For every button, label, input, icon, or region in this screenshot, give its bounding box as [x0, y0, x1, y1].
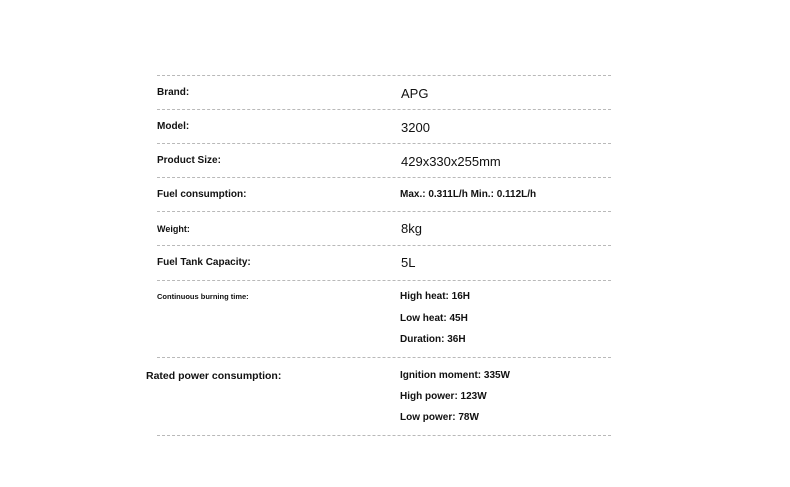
product-size-value: 429x330x255mm: [401, 154, 501, 169]
row-divider: [157, 143, 611, 144]
low-heat-value: Low heat: 45H: [400, 313, 468, 324]
row-divider: [157, 109, 611, 110]
model-label: Model:: [157, 121, 190, 132]
weight-label: Weight:: [157, 224, 190, 234]
model-value: 3200: [401, 120, 430, 135]
row-divider: [157, 357, 611, 358]
low-power-value: Low power: 78W: [400, 412, 479, 423]
row-divider: [157, 211, 611, 212]
fuel-consumption-label: Fuel consumption:: [157, 189, 247, 200]
fuel-consumption-value: Max.: 0.311L/h Min.: 0.112L/h: [400, 189, 537, 200]
brand-value: APG: [401, 86, 429, 101]
row-divider: [157, 280, 611, 281]
weight-value: 8kg: [401, 221, 422, 236]
row-divider: [157, 75, 611, 76]
row-divider: [157, 245, 611, 246]
rated-power-consumption-label: Rated power consumption:: [146, 370, 282, 382]
high-power-value: High power: 123W: [400, 391, 487, 402]
duration-value: Duration: 36H: [400, 334, 466, 345]
row-divider: [157, 177, 611, 178]
fuel-tank-capacity-value: 5L: [401, 255, 416, 270]
high-heat-value: High heat: 16H: [400, 291, 471, 302]
continuous-burning-time-label: Continuous burning time:: [157, 292, 249, 301]
brand-label: Brand:: [157, 87, 190, 98]
row-divider: [157, 435, 611, 436]
ignition-moment-value: Ignition moment: 335W: [400, 370, 510, 381]
fuel-tank-capacity-label: Fuel Tank Capacity:: [157, 257, 251, 268]
product-size-label: Product Size:: [157, 155, 221, 166]
